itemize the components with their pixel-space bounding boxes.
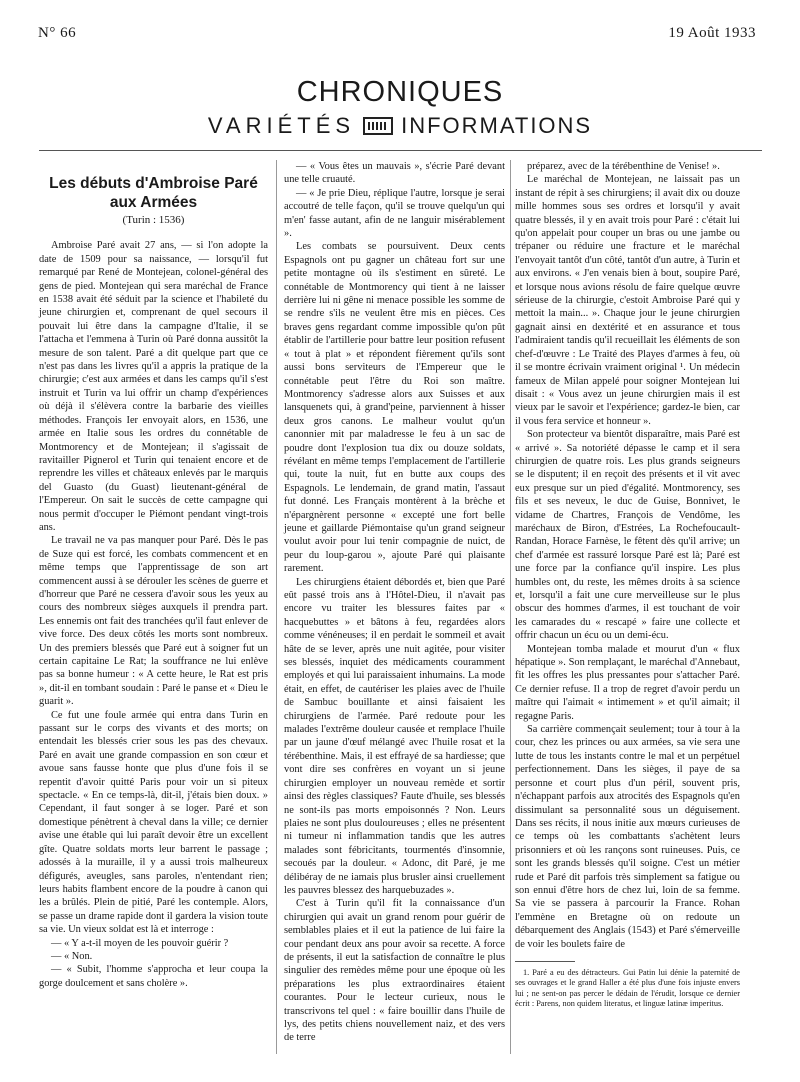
column-divider xyxy=(510,160,511,1054)
issue-number: N° 66 xyxy=(38,25,77,41)
masthead-informations: INFORMATIONS xyxy=(401,113,593,138)
paragraph: Les chirurgiens étaient débordés et, bien que Paré eût passé trois ans à l'Hôtel-Dieu, il n'avait pas encore vu traiter les blessures faites par « hacquebuttes » et bâtons à feu, regardées alors comme vénéneuses; il en perdait le sommeil et avait hâte de se lever, après une nuit agitée, pour visiter ses blessés, inquiet des médicaments couramment employés et qui lui paraissaient inhumains. La mode était, en effet, de cautériser les plaies avec de l'huile de Sambuc bouillante et ainsi faisaient les chirurgiens de l'armée. Paré redoute pour les malades l'extrême douleur causée et remplace l'huile par un jaune d'œuf mélangé avec l'huile rosat et la térébenthine. Mais, il est effrayé de sa hardiesse; que vont dire ses confrères en voyant un si jeune chirurgien employer un nouveau remède et sortir ainsi des règles classiques? Faute d'huile, ses blessés ne sont-ils pas morts empoisonnés ? Non. Leurs plaies ne sont plus douloureuses ; elles ne présentent ni tumeur ni inflammation tandis que les autres malades sont fébricitants, tourmentés d'insomnie, secoués par la douleur. « Adonc, dit Paré, je me délibéray de ne iamais plus brusler ainsi cruellement les pauvres blessez des harquebuzades ». xyxy=(284,576,505,896)
paragraph: — « Vous êtes un mauvais », s'écrie Paré devant une telle cruauté. xyxy=(284,161,505,186)
paragraph: Ambroise Paré avait 27 ans, — si l'on adopte la date de 1509 pour sa naissance, — lorsqu'il fut remarqué par René de Montejean, colonel-général des gens de pied. Montejean qui sera maréchal de France en 1538 avait été séduit par la science et l'habileté du jeune chirurgien et, comprenant de quel secours il pouvait lui être dans la campagne d'Italie, il se l'attacha et l'emmena à Turin où Paré donna aussitôt la mesure de son talent. Paré a dit quelque part que ce n'est pas dans les livres qu'il a appris la pratique de la chirurgie; c'est aux armées et dans les camps qu'il s'est instruit et Turin va lui offrir un champ d'expériences où déjà il s'élèvera contre la barbarie des vieilles méthodes. François Ier envoyait alors, en 1536, une armée en Italie sous les ordres du connétable de Montmorency et de Montejean; il s'agissait de ravitailler Pignerol et Turin qui tenaient encore et de reprendre les villes et châteaux enlevés par le marquis del Guasto (du Guast) lieutenant-général de l'Empereur. On sait le succès de cette campagne qui nous permit d'occuper le Piémont pendant vingt-trois ans. xyxy=(39,240,268,533)
header-rule xyxy=(39,150,762,151)
issue-date: 19 Août 1933 xyxy=(668,25,756,41)
masthead-title: CHRONIQUES xyxy=(296,76,504,108)
column-1 xyxy=(39,160,268,990)
masthead-varietes: VARIÉTÉS xyxy=(207,113,356,138)
paragraph: Montejean tomba malade et mourut d'un « flux hépatique ». Son remplaçant, le maréchal d'Annebaut, fit les offres les plus pressantes pour s'attacher Paré. Ce dernier refuse. Il a trop de regret d'avoir perdu un maître qui l'aimait « intimement » et qu'il aimait; il regagne Paris. xyxy=(515,643,740,722)
column-divider xyxy=(276,160,277,1054)
footnote-rule xyxy=(515,961,575,962)
article-subtitle: (Turin : 1536) xyxy=(122,214,185,226)
paragraph: C'est à Turin qu'il fit la connaissance d'un chirurgien qui avait un grand renom pour guérir de semblables plaies et il eut la patience de lui faire la cour pendant deux ans pour avoir sa recette. A force de présents, il eut la satisfaction de connaître le plus singulier des remèdes même pour une époque où les préparations les plus extraordinaires étaient courantes. Pour le lecteur curieux, nous le transcrivons tel quel : « faire bouillir dans l'huile de lys, des petits chiens nouvellement naiz, et des vers de terre xyxy=(284,898,505,1044)
paragraph: — « Je prie Dieu, réplique l'autre, lorsque je serai accoutré de telle façon, qu'il se trouve quelqu'un qui m'en' fasse autant, afin de ne languir misérablement ». xyxy=(284,187,505,240)
paragraph: préparez, avec de la térébenthine de Venise! ». xyxy=(527,161,720,172)
paragraph: Ce fut une foule armée qui entra dans Turin en passant sur le corps des vivants et des morts; on entendait les blessés crier sous les pas des chevaux. Paré en avait une grande compassion en son cœur et avoue sans fausse honte que plus d'une fois il se repentit d'avoir quitté Paris pour voir un si piteux spectacle. « En ce temps-là, dit-il, j'étais bien doux. » Cependant, il faut songer à se loger. Paré et son domestique pénètrent à cheval dans la ville; ce dernier avise une étable qui lui paraît devoir être un excellent gîte. Quatre soldats morts leur barrent le passage ; adossés à la muraille, il y a aussi trois malheureux défigurés, aveugles, sans paroles, n'entendant rien; leurs habits flambent encore de la poudre à canon qui les a brûlés. Plein de pitié, Paré les contemple. Alors, se passe un drame rapide dont il gardera la vision toute sa vie. Un vieux soldat est là et interroge : xyxy=(39,709,268,936)
dialogue-line: — « Subit, l'homme s'approcha et leur coupa la gorge doulcement et sans cholère ». xyxy=(39,964,268,989)
paragraph: Son protecteur va bientôt disparaître, mais Paré est « arrivé ». Sa notoriété dépasse le camp et il sera chirurgien de quatre rois. Les plus grands seigneurs se le disputent; il en reçoit des présents et il vit avec eux presque sur un pied d'égalité. Montmorency, ses fils et ses neveux, le duc de Guise, Bonnivet, le vidame de Chartres, François de Vendôme, les maréchaux de Biron, d'Estrées, La Rochefoucault-Randan, Horace Farnèse, le fêtent dès qu'il arrive; un chef d'armée est rassuré lorsque Paré est là; Paré est une force par la confiance qu'il inspire. Les plus humbles ont, du reste, les mêmes droits à sa science et, lorsqu'il a fait une cure merveilleuse sur le plus obscur des hommes d'armes, il est touchant de voir les camarades du « rescapé » faire une collecte et offrir chacun un écu ou un demi-écu. xyxy=(515,429,740,642)
article-title: Les débuts d'Ambroise Paré aux Armées xyxy=(49,175,258,211)
dialogue-line: — « Non. xyxy=(51,950,93,962)
dialogue-line: — « Y a-t-il moyen de les pouvoir guérir ? xyxy=(51,937,229,949)
column-2 xyxy=(284,160,505,1045)
masthead xyxy=(0,76,800,139)
paragraph: Sa carrière commençait seulement; tour à tour à la cour, chez les princes ou aux armées, sa vie sera une lutte de tous les instants contre le mal et un perpétuel perfectionnement. Dans les sièges, il paye de sa personne et court plus d'un péril, souvent pris, n'échappant parfois aux atrocités des Espagnols qu'en dissimulant sa personnalité sous un déguisement. Dans ses récits, il nous initie aux mœurs curieuses de ce temps où les combattants s'achètent leurs prisonniers et où les rançons sont ruineuses. Puis, ce sont les grands blessés qu'il soigne. C'est un métier rude et Paré dit parfois très simplement sa fatigue ou son ennui d'être hors de chez lui, loin de sa femme. Sa vie se passera à parcourir la France. Rohan l'emmène en Bretagne où on redoute un débarquement des Anglais (1543) et Paré s'émerveille de voir les boulets faire de xyxy=(515,724,740,950)
paragraph: Les combats se poursuivent. Deux cents Espagnols ont pu gagner un château fort sur une petite montagne où ils s'estiment en sûreté. Le connétable de Montmorency qui tient à ne laisser derrière lui ni gêne ni menace possible les somme de se rendre s'ils ne veulent être mis en pièces. Ces braves gens regardant comme impossible qu'on pût établir de l'artillerie pour battre leur position refusent « tout à plat » et répondent fièrement qu'ils sont aussi bons serviteurs de l'Empereur que le connétable peut l'être du Roi son maître. Montmorency s'adresse alors aux Suisses et aux lansquenets qui, à grand'peine, parviennent à hisser deux gros canons. Le malheur voulut qu'un canonnier mit par maladresse le feu à un sac de poudre dont l'explosion tua dix ou douze soldats, révélant en même temps l'emplacement de l'artillerie qui, toute la nuit, fut en butte aux coups des Espagnols. Le lendemain, de grand matin, l'assaut fut donné. Les Français montèrent à la brèche et n'épargnèrent personne « excepté une fort belle jeune et gaillarde Piémontaise qu'un grand seigneur voulut avoir pour lui tenir compagnie de nuict, de peur du loup-garou », ajoute Paré qui plaisante rarement. xyxy=(284,241,505,575)
paragraph: Le travail ne va pas manquer pour Paré. Dès le pas de Suze qui est forcé, les combats commencent et en même temps que l'apprentissage de son art commencent aussi à se dérouler les scènes de guerre et d'horreur que Paré ne cessera d'avoir sous les yeux au cours des nombreux sièges auxquels il prendra part. Les ennemis ont fait des tranchées qu'il faut enlever de vive force. Des deux côtés les morts sont nombreux. Un des premiers blessés que Paré eut à soigner fut un certain capitaine Le Rat; la souffrance ne lui enlève pas sa bonne humeur : « A cette heure, le Rat est pris », dit-il en tombant soudain : Paré le panse et « Dieu le guarit ». xyxy=(39,535,268,708)
footnote: 1. Paré a eu des détracteurs. Gui Patin lui dénie la paternité de ses ouvrages et le grand Haller a été plus d'une fois injuste envers lui ; ne sent-on pas percer le dédain de l'érudit, lorsque ce dernier écrit : Parens, non quidem literatus, et linguæ latinæ imperitus. xyxy=(515,967,740,1009)
ornament-icon xyxy=(363,117,393,135)
column-3 xyxy=(515,160,740,1010)
masthead-subtitle xyxy=(0,113,800,139)
paragraph: Le maréchal de Montejean, ne laissait pas un instant de répit à ses chirurgiens; il avait dix ou douze mille hommes sous ses ordres et lorsqu'il y avait quatre blessés, il y en avait trois pour Paré : c'était lui qu'on appelait pour couper un bras ou une jambe ou trépaner ou réduire une fracture et le maréchal l'envoyait tantôt d'un côté, tantôt d'un autre, à Turin et aux environs. « J'en venais bien à bout, soupire Paré, et lorsque nous avions résolu de faire quelque œuvre sérieuse de la chirurgie, c'estoit Ambroise Paré qui y mettoit la main... ». Chaque jour le jeune chirurgien gagnait ainsi en dextérité et en assurance et tous l'admiraient tandis qu'il recueillait les éléments de son chef-d'œuvre : Le Traité des Playes d'armes à feu, où il se montre écrivain vraiment original ¹. Un médecin fameux de Milan appelé pour soigner Montejean lui disait : « Vous avez un jeune chirurgien mais il est vieux par le savoir et l'expérience; gardez-le bien, car il vous fera service et honneur ». xyxy=(515,174,740,427)
